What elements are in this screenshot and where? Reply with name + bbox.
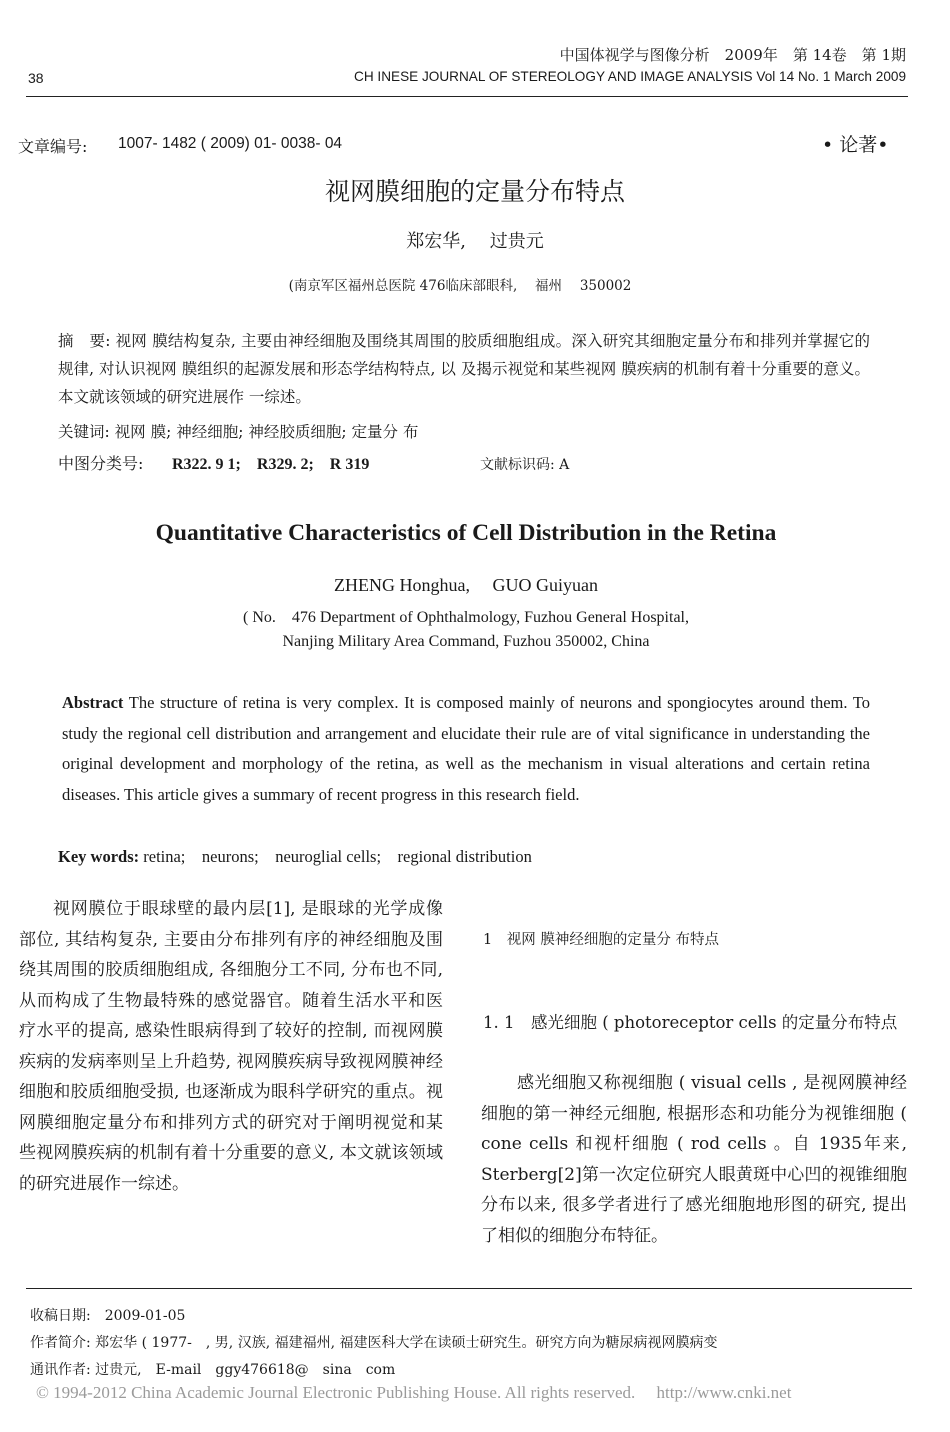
article-category: • 论著• (822, 134, 889, 156)
authors-en: ZHENG Honghua, GUO Guiyuan (334, 575, 598, 595)
keywords-en-text: retina; neurons; neuroglial cells; regional distribution (143, 847, 532, 866)
abstract-cn: 摘 要: 视网 膜结构复杂, 主要由神经细胞及围绕其周围的胶质细胞组成。深入研究其细胞定量分布和排列并掌握它的规律, 对认识视网 膜组织的起源发展和形态学结构特点, 以 及揭示视觉和某些视网 膜疾病的机制有着十分重要的意义。本文就该领域的研究进展作 一综述。 (58, 332, 870, 406)
abstract-en-label: Abstract (62, 693, 124, 712)
clc-value: R322. 9 1; R329. 2; R 319 (172, 456, 370, 473)
clc-label: 中图分类号: (58, 454, 144, 473)
abstract-en-text: The structure of retina is very complex. It is composed mainly of neurons and spongiocytes around them. To study the regional cell distribution and arrangement and elucidate their rule are of vital significance in understanding the original development and morphology of the retina, as well as the mechanism in visual alterations and certain retina diseases. This article gives a summary of recent progress in this research field. (62, 693, 871, 804)
affiliation-en-line2: Nanjing Military Area Command, Fuzhou 350002, China (282, 633, 650, 650)
authors-cn: 郑宏华, 过贵元 (406, 231, 544, 252)
affiliation-cn: (南京军区福州总医院 476临床部眼科, 福州 350002 (288, 278, 632, 294)
footnote-correspondence: 通讯作者: 过贵元, E-mail ggy476618@ sina com (30, 1362, 396, 1378)
footnote-rule (26, 1288, 912, 1289)
footnote-received: 收稿日期: 2009-01-05 (30, 1308, 186, 1324)
journal-title-cn: 中国体视学与图像分析 2009年 第 14卷 第 1期 (559, 46, 906, 64)
affiliation-en-line1: ( No. 476 Department of Ophthalmology, Fuzhou General Hospital, (243, 609, 689, 626)
footnote-author-bio: 作者简介: 郑宏华 ( 1977- , 男, 汉族, 福建福州, 福建医科大学在读硕士研究生。研究方向为糖尿病视网膜病变 (30, 1335, 718, 1351)
keywords-cn: 关键词: 视网 膜; 神经细胞; 神经胶质细胞; 定量分 布 (58, 423, 419, 441)
header-rule (26, 96, 908, 97)
section-1-1-heading: 1. 1 感光细胞 ( photoreceptor cells 的定量分布特点 (483, 1013, 898, 1032)
body-right-paragraph: 感光细胞又称视细胞 ( visual cells , 是视网膜神经细胞的第一神经元细胞, 根据形态和功能分为视锥细胞 ( cone cells 和视杆细胞 ( rod cells 。自 1935年来, Sterberg[2]第一次定位研究人眼黄斑中心凹的视锥细胞分布以来, 很多学者进行了感光细胞地形图的研究, 提出了相似的细胞分布特征。 (481, 1073, 907, 1246)
body-left-paragraph: 视网膜位于眼球壁的最内层[1], 是眼球的光学成像部位, 其结构复杂, 主要由分布排列有序的神经细胞及围绕其周围的胶质细胞组成, 各细胞分工不同, 分布也不同, 从而构成了生物最特殊的感觉器官。随着生活水平和医疗水平的提高, 感染性眼病得到了较好的控制, 而视网膜疾病的发病率则呈上升趋势, 视网膜疾病导致视网膜神经细胞和胶质细胞受损, 也逐渐成为眼科学研究的重点。视网膜细胞定量分布和排列方式的研究对于阐明视觉和某些视网膜疾病的机制有着十分重要的意义, 本文就该领域的研究进展作一综述。 (19, 899, 443, 1194)
title-en: Quantitative Characteristics of Cell Distribution in the Retina (155, 520, 777, 546)
article-id-value: 1007- 1482 ( 2009) 01- 0038- 04 (118, 135, 343, 152)
keywords-en-label: Key words: (58, 847, 140, 866)
copyright-watermark: © 1994-2012 China Academic Journal Electronic Publishing House. All rights reserved. http://www.cnki.net (36, 1383, 792, 1402)
section-1-heading: 1 视网 膜神经细胞的定量分 布特点 (483, 932, 719, 948)
document-code: 文献标识码: A (480, 457, 570, 473)
page-number: 38 (28, 70, 44, 86)
title-cn: 视网膜细胞的定量分布特点 (324, 177, 625, 206)
article-id-label: 文章编号: (18, 137, 88, 156)
keywords-en (58, 843, 532, 867)
abstract-en (62, 688, 870, 810)
journal-title-en: CH INESE JOURNAL OF STEREOLOGY AND IMAGE ANALYSIS Vol 14 No. 1 March 2009 (354, 69, 906, 84)
